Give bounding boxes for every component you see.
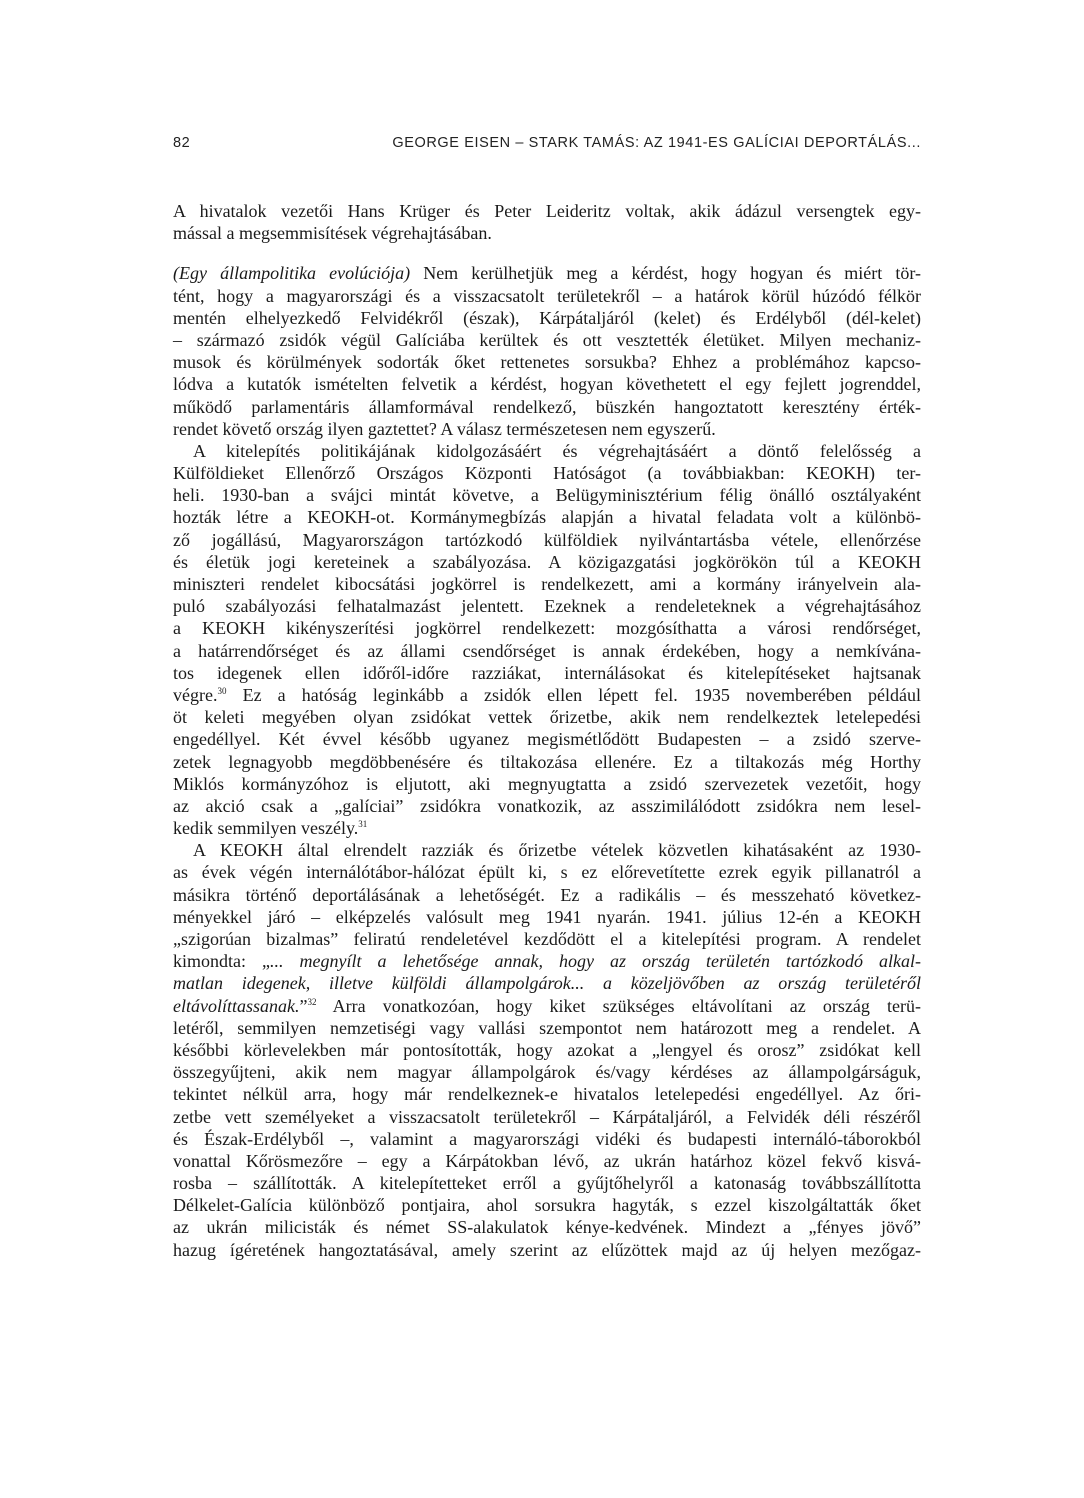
text-line: az akció csak a „galíciai” zsidókra vonatkozik, az asszimilálódott zsidókra nem lesel- <box>173 795 921 816</box>
text-line: – származó zsidók végül Galíciába kerültek és ott vesztették életüket. Milyen mechaniz- <box>173 329 921 350</box>
text-line: A kitelepítés politikájának kidolgozásáért és végrehajtásáért a döntő felelősség a <box>193 440 921 461</box>
text-line: lódva a kutatók ismételten felvetik a kérdést, hogyan követhetett el egy fejlett jogrenddel, <box>173 374 921 395</box>
quotation: ... megnyílt a lehetősége annak, hogy az ország területén tartózkodó alkal- <box>270 951 922 972</box>
text-line: kimondta: „... megnyílt a lehetősége annak, hogy az ország területén tartózkodó alkal- <box>173 951 922 972</box>
paragraph <box>173 262 921 440</box>
text-line: mentén elhelyezkedő Felvidékről (észak), Kárpátaljáról (kelet) és Erdélyből (dél-kelet) <box>173 307 921 328</box>
section-heading: (Egy állampolitika evolúciója) <box>173 263 411 284</box>
text-line: tént, hogy a magyarországi és a visszacsatolt területekről – a határok körül húzódó félkör <box>173 285 921 306</box>
text-line: végre.$^{30}$ Ez a hatóság leginkább a zsidók ellen lépett fel. 1935 novemberében például <box>173 684 921 705</box>
text-line: összegyűjteni, akik nem magyar állampolgárok és/vagy kérdéses az állampolgárságuk, <box>173 1062 921 1083</box>
text-line: későbbi körlevelekben már pontosították, hogy azokat a „lengyel és orosz” zsidókat kell <box>173 1039 921 1060</box>
text-line: működő parlamentáris államformával rendelkező, büszkén hangoztatott keresztény érték- <box>173 396 921 417</box>
text-line: mással a megsemmisítések végrehajtásában. <box>173 223 492 244</box>
footnote-ref-31[interactable]: 31 <box>358 819 368 830</box>
text-line: A hivatalok vezetői Hans Krüger és Peter Leideritz voltak, akik ádázul versengtek egy- <box>173 201 921 221</box>
text-line: kedik semmilyen veszély.$^{31}$ <box>173 818 368 839</box>
page-number: 82 <box>173 135 191 151</box>
text-line: zetbe vett személyeket a visszacsatolt területekről – Kárpátaljáról, a Felvidék déli részéről <box>173 1106 921 1127</box>
quotation: eltávolíttassanak. <box>173 995 300 1016</box>
footnote-ref-32[interactable]: 32 <box>307 996 317 1007</box>
text-line: Miklós kormányzóhoz is eljutott, aki megnyugtatta a zsidó szervezetek vezetőit, hogy <box>173 773 921 794</box>
text-line: a határrendőrséget és az állami csendőrséget is annak érdekében, hogy a nemkívána- <box>173 640 921 661</box>
text-line: öt keleti megyében olyan zsidókat vettek őrizetbe, akik nem rendelkeztek letelepedési <box>173 707 921 728</box>
text-line: A KEOKH által elrendelt razziák és őrizetbe vételek közvetlen kihatásaként az 1930- <box>193 840 921 861</box>
text-line: rendet követő ország ilyen gaztettet? A válasz természetesen nem egyszerű. <box>173 418 716 439</box>
text-line: Külföldieket Ellenőrző Országos Központi Hatóságot (a továbbiakban: KEOKH) ter- <box>173 463 921 484</box>
text-line: puló szabályozási felhatalmazást jelentett. Ezeknek a rendeleteknek a végrehajtásához <box>173 596 921 617</box>
text-line: „szigorúan bizalmas” feliratú rendeletével kezdődött el a kitelepítési program. A rendelet <box>173 929 921 949</box>
text-line: Délkelet-Galícia különböző pontjaira, ahol sorsukra hagyták, s ezzel kiszolgáltatták őket <box>173 1195 921 1216</box>
body-text <box>173 200 921 1261</box>
text-line: vonattal Kőrösmezőre – egy a Kárpátokban lévő, az ukrán határhoz közel fekvő kisvá- <box>173 1150 921 1171</box>
text-line: miniszteri rendelet kibocsátási jogkörrel is rendelkezett, ami a kormány irányelvein ala- <box>173 574 921 594</box>
quotation-line: matlan idegenek, illetve külföldi állampolgárok... a közeljövőben az ország területéről <box>173 973 921 994</box>
text-line: rosba – szállították. A kitelepítetteket erről a gyűjtőhelyről a katonaság továbbszállította <box>173 1173 921 1194</box>
text-line: ményekkel járó – elképzelés valósult meg 1941 nyarán. 1941. július 12-én a KEOKH <box>173 906 921 927</box>
text-line: (Egy állampolitika evolúciója) Nem kerülhetjük meg a kérdést, hogy hogyan és miért tör- <box>173 263 921 284</box>
text-line: letéről, semmilyen nemzetiségi vagy vallási szempontot nem határozott meg a rendelet. A <box>173 1017 921 1038</box>
text-line: musok és körülmények sodorták őket rettenetes sorsukba? Ehhez a problémához kapcso- <box>173 352 921 373</box>
footnote-ref-30[interactable]: 30 <box>217 685 227 696</box>
text-line: az ukrán milicisták és német SS-alakulatok kénye-kedvének. Mindezt a „fényes jövő” <box>173 1217 921 1238</box>
text-line: hozták létre a KEOKH-ot. Kormánymegbízás alapján a hivatal feladata volt a különbö- <box>173 507 921 528</box>
text-line: eltávolíttassanak.”$^{32}$ Arra vonatkozóan, hogy kiket szükséges eltávolítani az ország terü- <box>173 995 921 1016</box>
paragraph <box>173 200 921 244</box>
running-head: GEORGE EISEN – STARK TAMÁS: AZ 1941-ES GALÍCIAI DEPORTÁLÁS... <box>392 135 921 151</box>
text-line: as évek végén internálótábor-hálózat épült ki, s ez előrevetítette ezrek egyik pillanatról a <box>173 862 921 883</box>
text-line: tos idegenek ellen időről-időre razziákat, internálásokat és kitelepítéseket hajtsanak <box>173 662 921 683</box>
paragraph <box>173 440 921 839</box>
text-line: és Észak-Erdélyből –, valamint a magyarországi vidéki és budapesti internáló-táborokból <box>173 1128 921 1149</box>
page-header <box>173 135 921 157</box>
text-line: ző jogállású, Magyarországon tartózkodó külföldiek nyilvántartásba vétele, ellenőrzése <box>173 529 921 550</box>
text-line: másikra történő deportálásának a lehetőségét. Ez a radikális – és messzeható következ- <box>173 884 921 905</box>
text-line: tekintet nélkül arra, hogy már rendelkeznek-e hivatalos letelepedési engedéllyel. Az őri- <box>173 1084 921 1105</box>
text-line: heli. 1930-ban a svájci mintát követve, a Belügyminisztérium félig önálló osztályaként <box>173 485 921 506</box>
paragraph <box>173 839 921 1261</box>
text-line: zetek legnagyobb megdöbbenésére és tiltakozása ellenére. Ez a tiltakozás még Horthy <box>173 751 921 772</box>
text-line: és életük jogi kereteinek a szabályozása. A közigazgatási jogkörökön túl a KEOKH <box>173 551 921 572</box>
text-line: a KEOKH kikényszerítési jogkörrel rendelkezett: mozgósíthatta a városi rendőrséget, <box>173 618 921 639</box>
text-line: hazug ígéretének hangoztatásával, amely szerint az elűzöttek majd az új helyen mezőgaz- <box>173 1239 921 1260</box>
text-line: engedéllyel. Két évvel később ugyanez megismétlődött Budapesten – a zsidó szerve- <box>173 729 921 750</box>
